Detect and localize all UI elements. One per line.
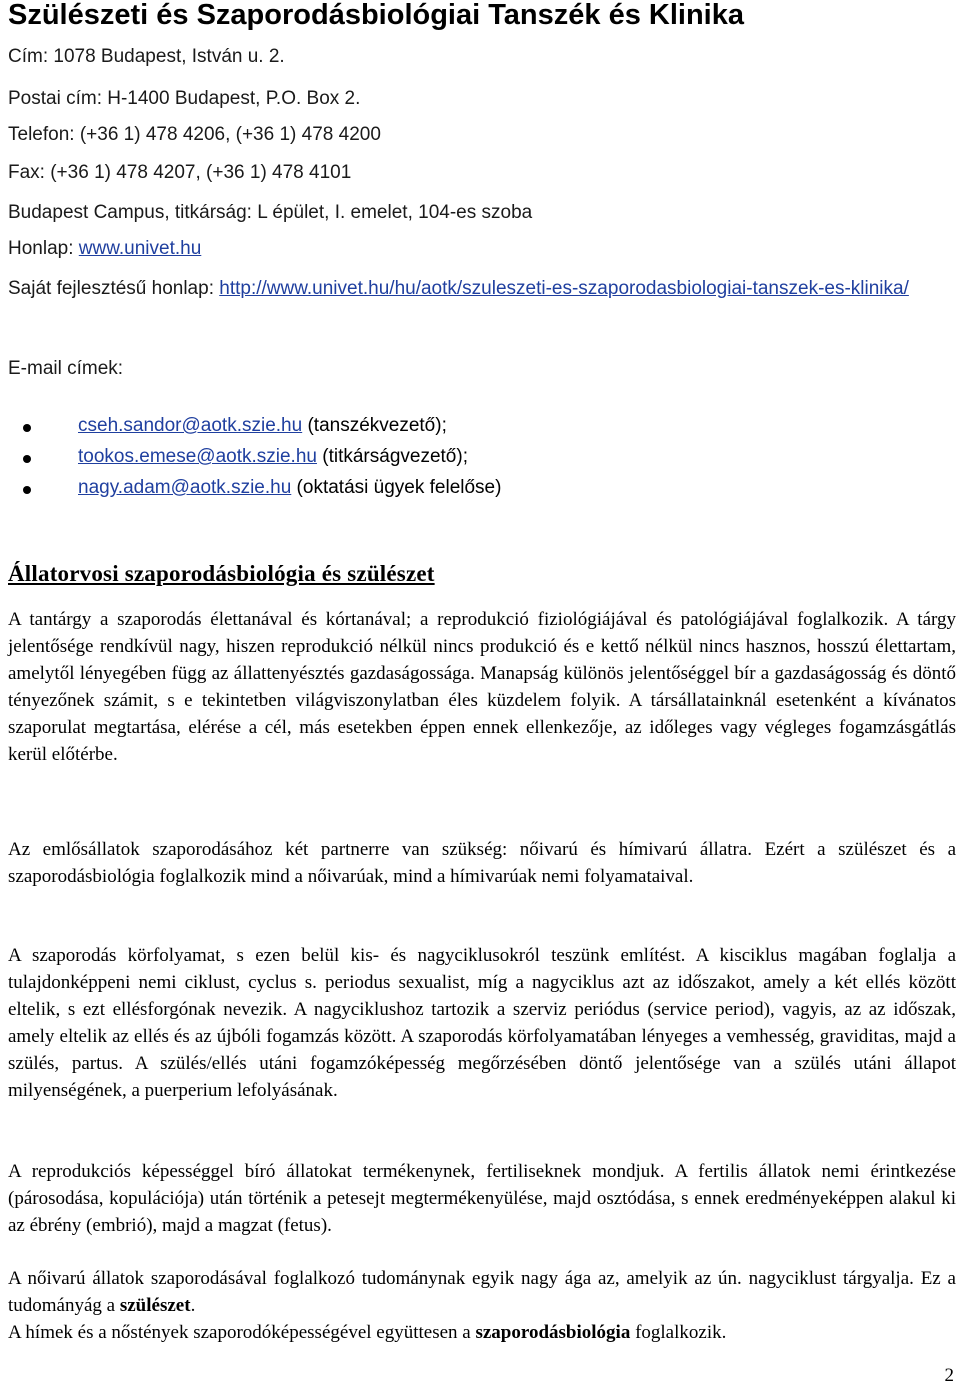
address-line: Cím: 1078 Budapest, István u. 2.	[8, 46, 285, 67]
paragraph-3: A szaporodás körfolyamat, s ezen belül kis- és nagyciklusokról teszünk említést. A kisciklus magában foglalja a tulajdonképpeni nemi ciklust, cyclus s. periodus sexualist, míg a nagyciklus azt az időszakot, amely a két ellés között eltelik, s ezt ellésforgónak nevezik. A nagyciklushoz tartozik a szerviz periódus (service period), vagyis, az az időszak, amely eltelik az ellés és az újbóli fogamzás között. A szaporodás körfolyamatában lényeges a vemhesség, graviditas, majd a szülés, partus. A szülés/ellés utáni fogamzóképesség megőrzésében döntő jelentősége van a szülés utáni állapot milyenségének, a puerperium lefolyásának.	[8, 945, 956, 1101]
paragraph-5-end: .	[190, 1295, 196, 1316]
paragraph-2: Az emlősállatok szaporodásához két partnerre van szükség: nőivarú és hímivarú állatra. Ezért a szülészet és a szaporodásbiológia foglalkozik mind a nőivarúak, mind a hímivarúak nemi folyamataival.	[8, 839, 956, 887]
paragraph-4: A reprodukciós képességgel bíró állatokat termékenynek, fertiliseknek mondjuk. A fertilis állatok nemi érintkezése (párosodása, kopulációja) után történik a petesejt megtermékenyülése, majd osztódása, s ennek eredményeképpen alakul ki az ébrény (embrió), majd a magzat (fetus).	[8, 1161, 956, 1236]
homepage-label: Honlap:	[8, 238, 79, 259]
bullet-icon	[23, 486, 31, 494]
email-role: (tanszékvezető);	[302, 415, 447, 436]
own-homepage-link[interactable]: http://www.univet.hu/hu/aotk/szuleszeti-es-szaporodasbiologiai-tanszek-es-klinika/	[219, 278, 909, 299]
bullet-icon	[23, 424, 31, 432]
own-homepage-label: Saját fejlesztésű honlap:	[8, 278, 220, 299]
email-link[interactable]: cseh.sandor@aotk.szie.hu	[78, 415, 303, 436]
email-role: (oktatási ügyek felelőse)	[291, 477, 502, 498]
own-homepage-line	[8, 278, 953, 300]
paragraph-6-bold: szaporodásbiológia	[475, 1322, 631, 1343]
page-number: 2	[944, 1365, 954, 1386]
fax-line: Fax: (+36 1) 478 4207, (+36 1) 478 4101	[8, 162, 352, 183]
paragraph-5-bold: szülészet	[119, 1295, 191, 1316]
bullet-icon	[23, 455, 31, 463]
paragraph-1: A tantárgy a szaporodás élettanával és kórtanával; a reprodukció fiziológiájával és patológiájával foglalkozik. A tárgy jelentősége rendkívül nagy, hiszen reprodukció nélkül nincs produkció és e kettő nélkül nincs hasznos, hosszú élettartam, amelytől lényegében függ az állattenyésztés gazdaságossága. Manapság különös jelentőséggel bír a gazdaságosság és döntő tényezőnek számit, s e tekintetben világviszonylatban éles küzdelem folyik. A társállatainknál esetenként a kívánatos szaporulat megtartása, elérése a cél, más esetekben éppen ennek ellenkezője, az időleges vagy végleges fogamzásgátlás kerül előtérbe.	[8, 609, 956, 765]
paragraph-5-text: A nőivarú állatok szaporodásával foglalkozó tudománynak egyik nagy ága az, amelyik az ún. nagyciklust tárgyalja. Ez a tudományág a	[8, 1268, 956, 1316]
postal-address-line: Postai cím: H-1400 Budapest, P.O. Box 2.	[8, 88, 361, 109]
email-label: E-mail címek:	[8, 358, 124, 379]
document-page	[8, 0, 958, 1343]
email-link[interactable]: nagy.adam@aotk.szie.hu	[78, 477, 292, 498]
email-link[interactable]: tookos.emese@aotk.szie.hu	[78, 446, 317, 467]
paragraph-5	[8, 1265, 956, 1319]
page-title: Szülészeti és Szaporodásbiológiai Tanszék és Klinika	[8, 0, 744, 31]
campus-line: Budapest Campus, titkárság: L épület, I. emelet, 104-es szoba	[8, 202, 533, 223]
email-role: (titkárságvezető);	[316, 446, 468, 467]
paragraph-6-text: A hímek és a nőstények szaporodóképességével együttesen a	[8, 1322, 476, 1343]
homepage-line	[8, 238, 201, 259]
homepage-link[interactable]: www.univet.hu	[78, 238, 202, 259]
section-heading: Állatorvosi szaporodásbiológia és szülészet	[8, 561, 435, 586]
phone-line: Telefon: (+36 1) 478 4206, (+36 1) 478 4200	[8, 124, 381, 145]
paragraph-6-end: foglalkozik.	[630, 1322, 727, 1343]
paragraph-6	[8, 1319, 956, 1346]
